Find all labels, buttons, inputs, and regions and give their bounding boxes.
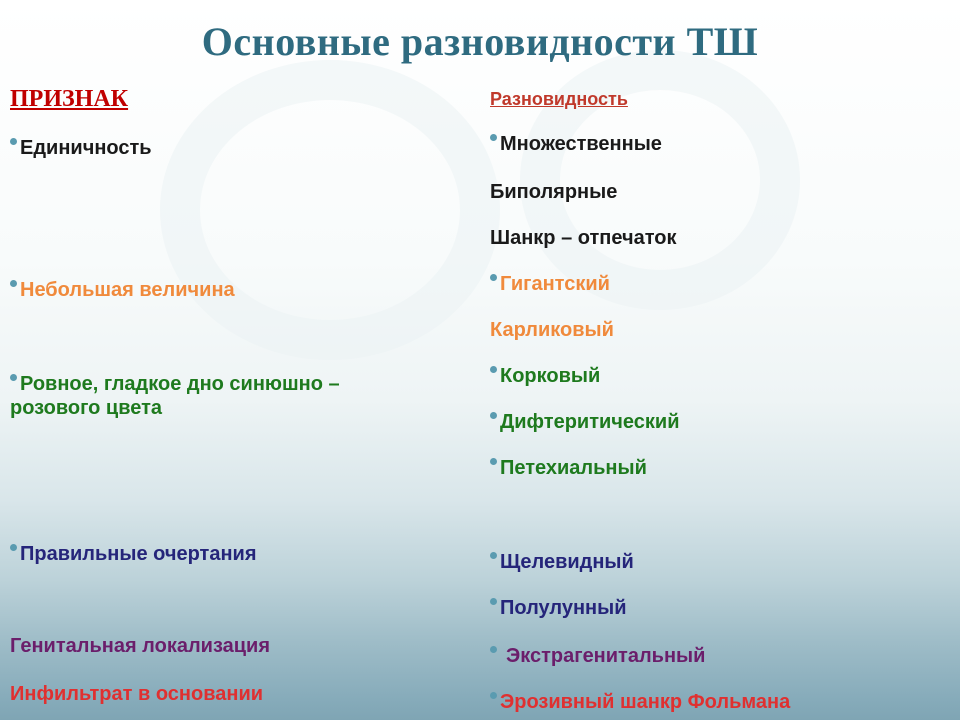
right-item-7: Дифтеритический xyxy=(490,410,680,434)
slide-title: Основные разновидности ТШ xyxy=(201,19,759,64)
bullet-icon xyxy=(490,692,497,699)
right-column-header: Разновидность xyxy=(490,89,628,109)
bullet-icon xyxy=(490,134,497,141)
right-item-11: Экстрагенитальный xyxy=(490,644,705,668)
background-decoration xyxy=(160,60,500,360)
right-item-2: Биполярные xyxy=(490,181,618,203)
bullet-icon xyxy=(490,412,497,419)
left-item-3: Ровное, гладкое дно синюшно – розового цвета xyxy=(10,373,340,419)
left-item-6: Инфильтрат в основании xyxy=(10,683,264,705)
bullet-icon xyxy=(490,366,497,373)
left-column-header: ПРИЗНАК xyxy=(10,86,129,112)
bullet-icon xyxy=(490,598,497,605)
right-item-9: Щелевидный xyxy=(490,550,634,574)
right-item-3: Шанкр – отпечаток xyxy=(490,227,677,249)
right-item-5: Карликовый xyxy=(490,319,614,341)
right-item-8: Петехиальный xyxy=(490,456,647,480)
right-item-4: Гигантский xyxy=(490,272,610,296)
bullet-icon xyxy=(10,280,17,287)
left-item-4: Правильные очертания xyxy=(10,542,257,566)
right-item-6: Корковый xyxy=(490,364,600,388)
bullet-icon xyxy=(10,544,17,551)
right-item-1: Множественные xyxy=(490,132,662,156)
bullet-icon xyxy=(490,552,497,559)
right-item-12: Эрозивный шанкр Фольмана xyxy=(490,690,790,714)
bullet-icon xyxy=(490,458,497,465)
left-item-5: Генитальная локализация xyxy=(10,635,271,657)
bullet-icon xyxy=(10,138,17,145)
left-item-2: Небольшая величина xyxy=(10,278,235,302)
right-item-10: Полулунный xyxy=(490,596,627,620)
left-item-1: Единичность xyxy=(10,136,152,160)
bullet-icon xyxy=(490,274,497,281)
bullet-icon xyxy=(10,374,17,381)
bullet-icon xyxy=(490,646,497,653)
